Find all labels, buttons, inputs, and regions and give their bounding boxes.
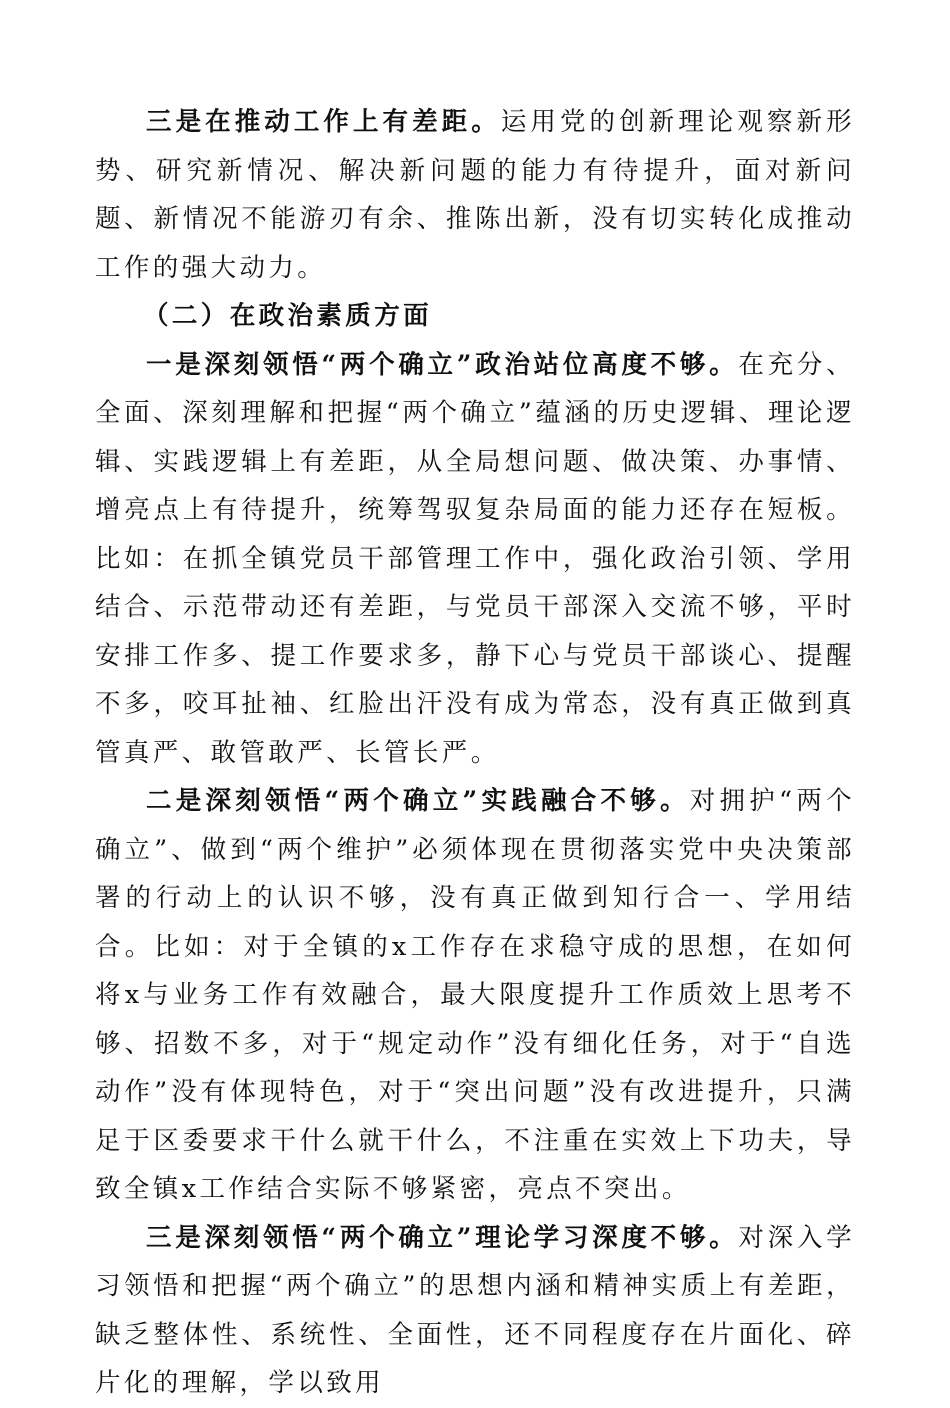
paragraph-theory-study — [95, 1214, 855, 1408]
paragraph-lead: 二是深刻领悟“两个确立”实践融合不够。 — [146, 786, 690, 816]
paragraph-work-gap — [95, 98, 855, 292]
paragraph-lead: 三是在推动工作上有差距。 — [146, 107, 501, 137]
paragraph-body: 对深入学习领悟和把握“两个确立”的思想内涵和精神实质上有差距，缺乏整体性、系统性、全面性，还不同程度存在片面化、碎片化的理解，学以致用 — [95, 1222, 855, 1398]
paragraph-body: 运用党的创新理论观察新形势、研究新情况、解决新问题的能力有待提升，面对新问题、新情况不能游刃有余、推陈出新，没有切实转化成推动工作的强大动力。 — [95, 107, 855, 283]
paragraph-lead: 三是深刻领悟“两个确立”理论学习深度不够。 — [146, 1222, 739, 1253]
paragraph-political-stance — [95, 341, 855, 778]
section-heading: （二）在政治素质方面 — [143, 301, 433, 331]
paragraph-body: 对拥护“两个确立”、做到“两个维护”必须体现在贯彻落实党中央决策部署的行动上的认识不够，没有真正做到知行合一、学用结合。比如：对于全镇的x工作存在求稳守成的思想，在如何将x与业务工作有效融合，最大限度提升工作质效上思考不够、招数不多，对于“规定动作”没有细化任务，对于“自选动作”没有体现特色，对于“突出问题”没有改进提升，只满足于区委要求干什么就干什么，不注重在实效上下功夫，导致全镇x工作结合实际不够紧密，亮点不突出。 — [95, 786, 855, 1204]
paragraph-practice-integration — [95, 777, 855, 1214]
paragraph-lead: 一是深刻领悟“两个确立”政治站位高度不够。 — [146, 349, 739, 380]
paragraph-body: 在充分、全面、深刻理解和把握“两个确立”蕴涵的历史逻辑、理论逻辑、实践逻辑上有差距，从全局想问题、做决策、办事情、增亮点上有待提升，统筹驾驭复杂局面的能力还存在短板。比如：在抓全镇党员干部管理工作中，强化政治引领、学用结合、示范带动还有差距，与党员干部深入交流不够，平时安排工作多、提工作要求多，静下心与党员干部谈心、提醒不多，咬耳扯袖、红脸出汗没有成为常态，没有真正做到真管真严、敢管敢严、长管长严。 — [95, 349, 855, 768]
